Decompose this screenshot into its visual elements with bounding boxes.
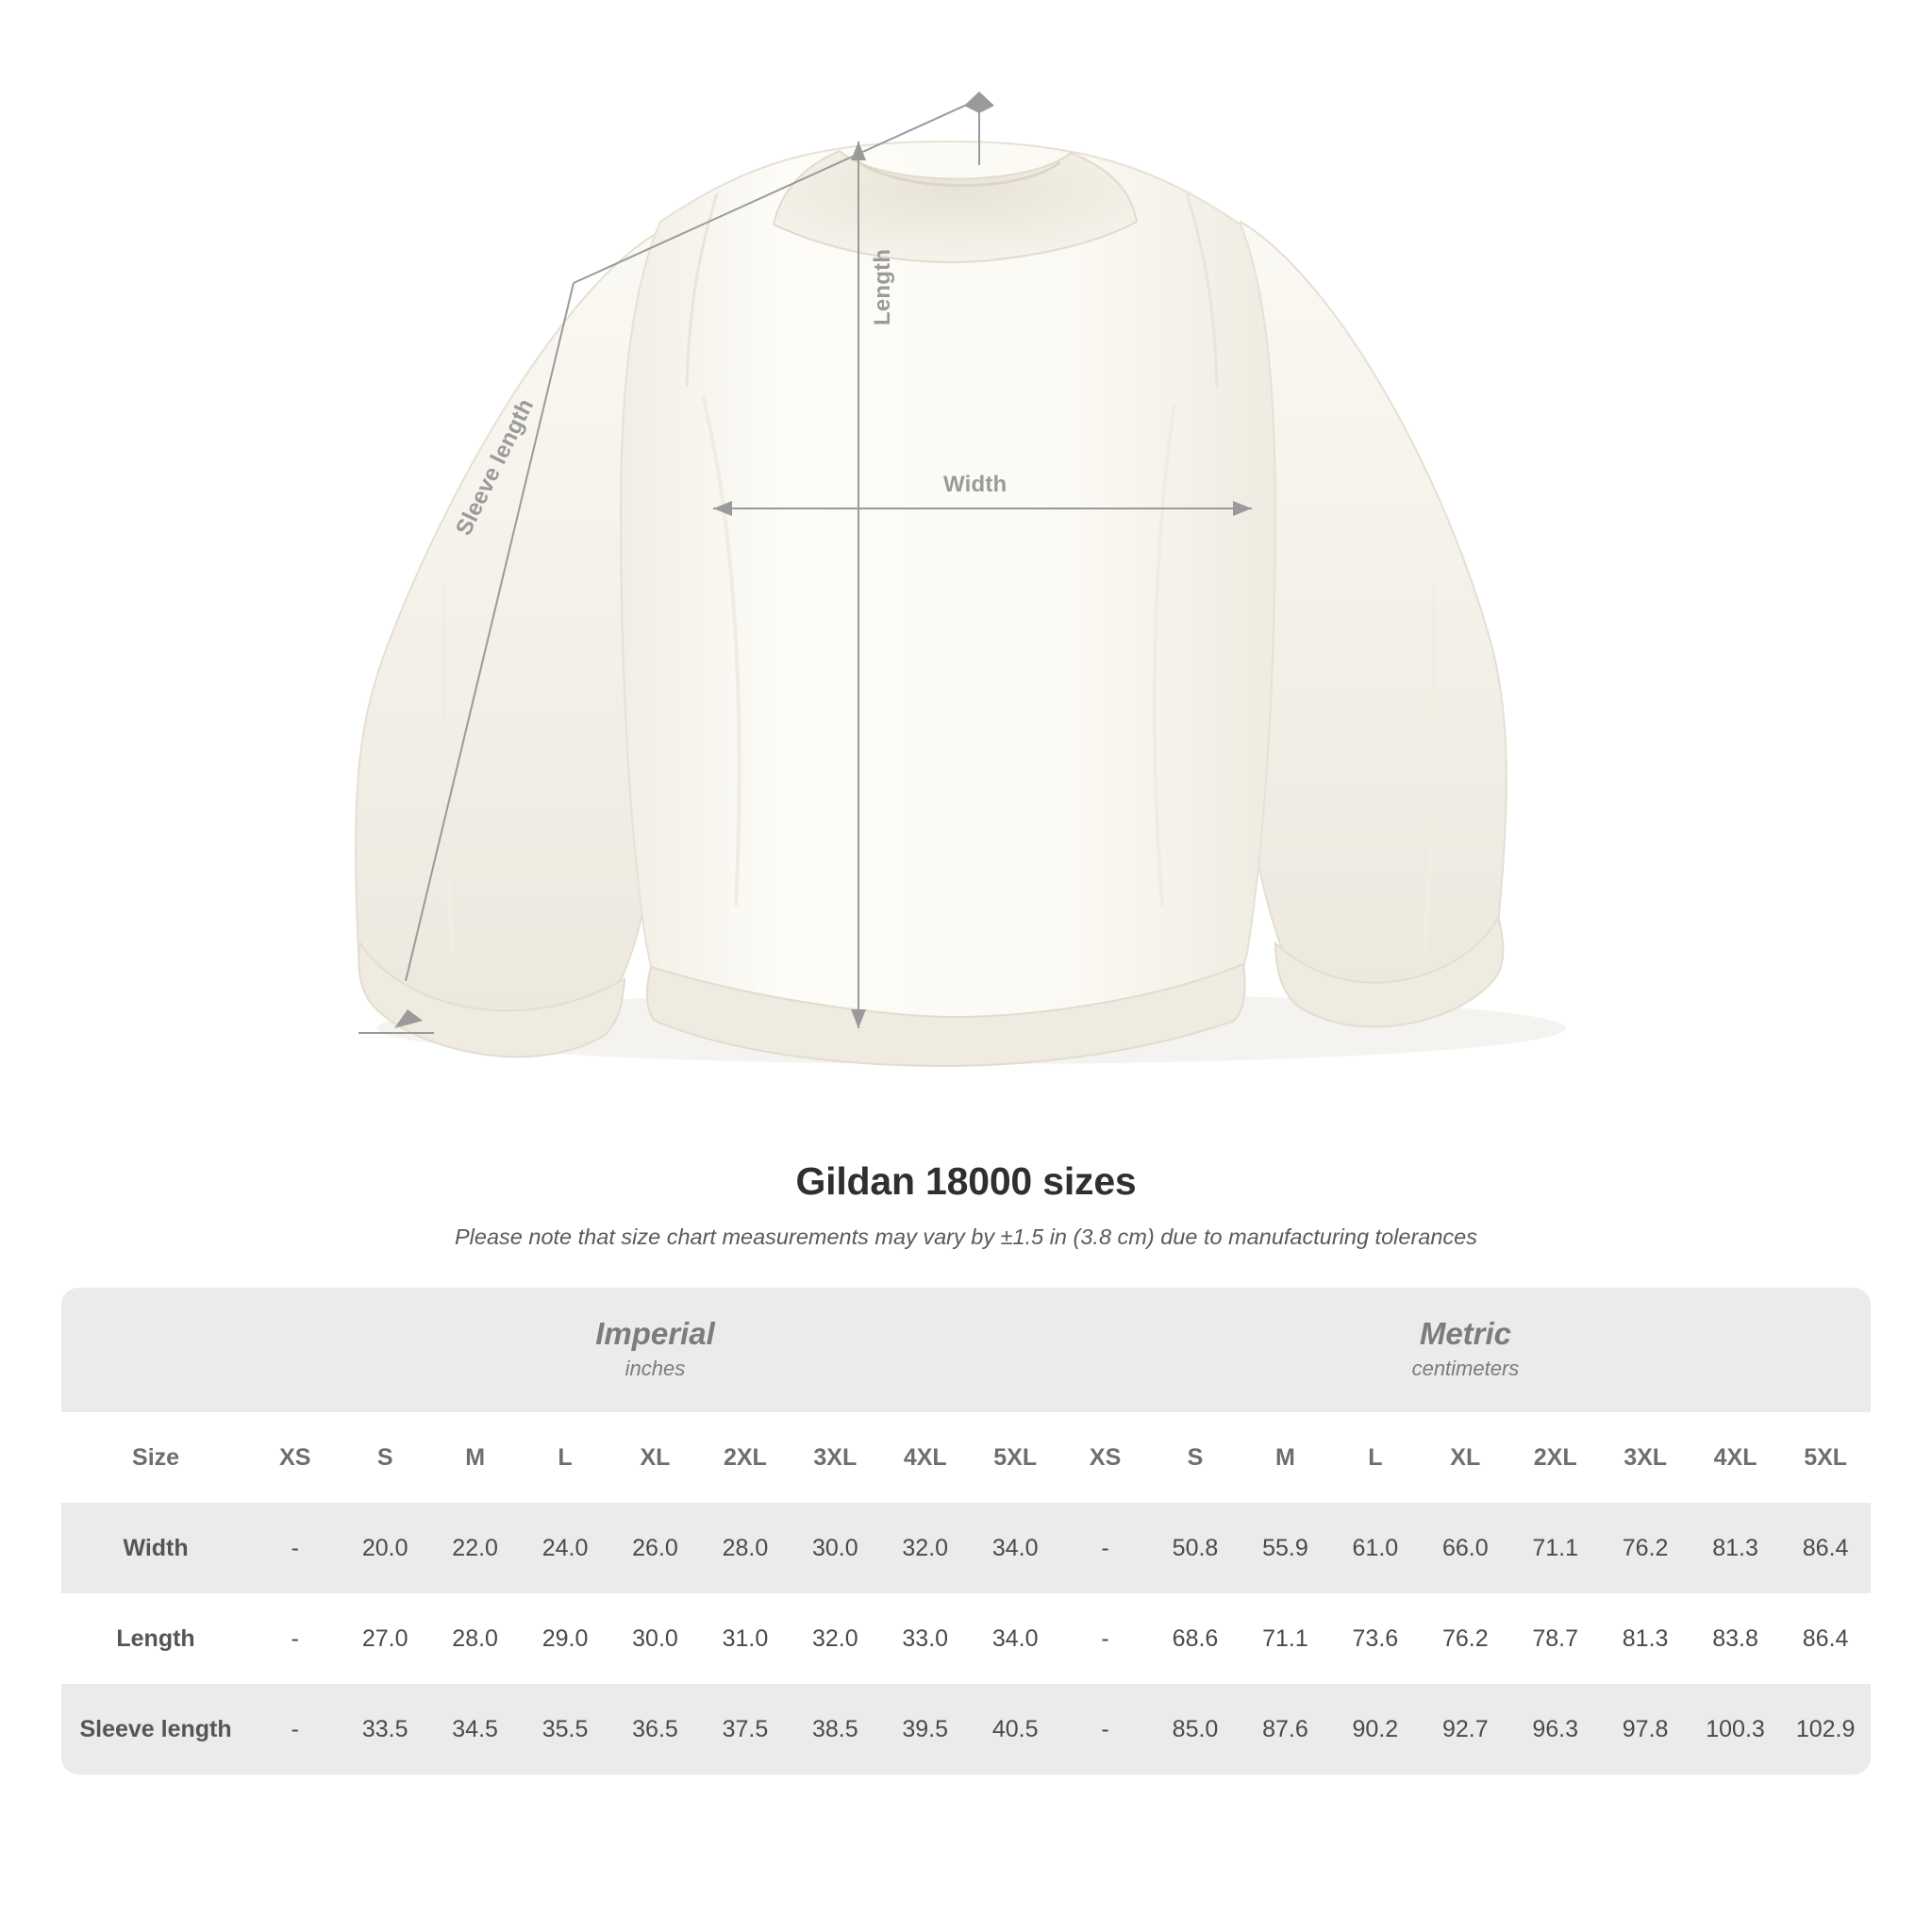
- measurement-cell: 22.0: [452, 1534, 498, 1561]
- measurement-cell: 81.3: [1622, 1624, 1669, 1652]
- size-header-cell: 4XL: [903, 1443, 947, 1471]
- unit-header-imperial: [250, 1288, 1060, 1412]
- measurement-cell: 20.0: [361, 1534, 408, 1561]
- measurement-cell: 96.3: [1532, 1715, 1579, 1742]
- size-header-cell: S: [376, 1443, 393, 1471]
- unit-header-metric: [1060, 1288, 1871, 1412]
- size-header-cell: L: [558, 1443, 573, 1471]
- length-guide-label: Length: [870, 248, 895, 325]
- size-header-cell: S: [1187, 1443, 1204, 1471]
- measurement-cell: 30.0: [811, 1534, 858, 1561]
- measurement-cell: 34.0: [991, 1534, 1039, 1561]
- measurement-cell: -: [291, 1534, 299, 1561]
- measurement-cell: 32.0: [811, 1624, 858, 1652]
- measurement-cell: 71.1: [1262, 1624, 1308, 1652]
- size-header-cell: XS: [1089, 1443, 1122, 1471]
- measurement-cell: 37.5: [722, 1715, 769, 1742]
- measurement-cell: 24.0: [541, 1534, 589, 1561]
- measurement-cell: 34.0: [991, 1624, 1039, 1652]
- size-header-label: Size: [132, 1443, 180, 1471]
- measurement-cell: 28.0: [452, 1624, 498, 1652]
- size-header-cell: L: [1368, 1443, 1383, 1471]
- size-header-row: [61, 1412, 1871, 1503]
- measurement-cell: 100.3: [1706, 1715, 1765, 1742]
- measurement-cell: 71.1: [1532, 1534, 1579, 1561]
- row-label: Length: [116, 1624, 195, 1652]
- size-header-cell: 4XL: [1713, 1443, 1757, 1471]
- measurement-cell: 86.4: [1802, 1534, 1849, 1561]
- measurement-cell: 26.0: [632, 1534, 678, 1561]
- size-header-cell: 5XL: [993, 1443, 1038, 1471]
- measurement-cell: 36.5: [632, 1715, 678, 1742]
- measurement-cell: 102.9: [1795, 1715, 1856, 1742]
- size-header-cell: 3XL: [1624, 1443, 1668, 1471]
- size-table: [61, 1288, 1871, 1774]
- measurement-cell: 85.0: [1172, 1715, 1219, 1742]
- unit-name-metric: Metric: [1419, 1316, 1512, 1352]
- measurement-cell: 87.6: [1262, 1715, 1308, 1742]
- measurement-cell: 35.5: [541, 1715, 589, 1742]
- size-header-cell: XL: [640, 1443, 671, 1471]
- measurement-cell: 33.5: [361, 1715, 408, 1742]
- measurement-cell: 68.6: [1172, 1624, 1219, 1652]
- measurement-cell: 34.5: [452, 1715, 498, 1742]
- measurement-cell: 33.0: [902, 1624, 949, 1652]
- row-label: Width: [123, 1534, 189, 1561]
- measurement-cell: 78.7: [1532, 1624, 1579, 1652]
- measurement-cell: 81.3: [1712, 1534, 1758, 1561]
- row-label: Sleeve length: [79, 1715, 232, 1742]
- measurement-cell: -: [1101, 1534, 1109, 1561]
- unit-header-row: [61, 1288, 1871, 1412]
- table-row: [61, 1593, 1871, 1684]
- measurement-cell: 31.0: [722, 1624, 769, 1652]
- measurement-cell: 32.0: [902, 1534, 949, 1561]
- size-header-cell: 2XL: [723, 1443, 767, 1471]
- table-row: [61, 1503, 1871, 1593]
- measurement-cell: 38.5: [811, 1715, 858, 1742]
- width-guide-label: Width: [943, 472, 1008, 497]
- measurement-cell: -: [1101, 1715, 1109, 1742]
- measurement-cell: 90.2: [1352, 1715, 1399, 1742]
- unit-sub-metric: centimeters: [1411, 1356, 1520, 1380]
- measurement-cell: 97.8: [1622, 1715, 1669, 1742]
- measurement-cell: 83.8: [1712, 1624, 1758, 1652]
- page-title: Gildan 18000 sizes: [795, 1159, 1137, 1203]
- size-header-cell: XL: [1450, 1443, 1481, 1471]
- sleeve-length-guide-label: Sleeve length: [451, 394, 540, 540]
- measurement-cell: 61.0: [1352, 1534, 1399, 1561]
- measurement-cell: -: [291, 1624, 299, 1652]
- measurement-cell: 28.0: [722, 1534, 769, 1561]
- size-table-container: [61, 1288, 1871, 1774]
- size-header-cell: 3XL: [813, 1443, 858, 1471]
- size-header-cell: M: [1275, 1443, 1295, 1471]
- unit-header-spacer: [61, 1288, 250, 1412]
- table-row: [61, 1684, 1871, 1774]
- unit-sub-imperial: inches: [625, 1356, 686, 1380]
- measurement-cell: 39.5: [902, 1715, 949, 1742]
- measurement-cell: 76.2: [1622, 1534, 1669, 1561]
- title-block: [0, 1159, 1932, 1250]
- size-header-cell: XS: [279, 1443, 311, 1471]
- size-header-cell: 5XL: [1804, 1443, 1848, 1471]
- measurement-cell: 92.7: [1441, 1715, 1489, 1742]
- measurement-cell: 76.2: [1441, 1624, 1489, 1652]
- size-header-cell: 2XL: [1533, 1443, 1577, 1471]
- measurement-cell: 40.5: [991, 1715, 1039, 1742]
- unit-name-imperial: Imperial: [595, 1316, 715, 1352]
- measurement-cell: 29.0: [541, 1624, 589, 1652]
- size-header-cell: M: [465, 1443, 486, 1471]
- tolerance-note: Please note that size chart measurements may vary by ±1.5 in (3.8 cm) due to manufacturing tolerances: [455, 1224, 1477, 1249]
- measurement-cell: 86.4: [1802, 1624, 1849, 1652]
- measurement-cell: -: [1101, 1624, 1109, 1652]
- measurement-cell: 55.9: [1262, 1534, 1308, 1561]
- measurement-cell: 73.6: [1352, 1624, 1399, 1652]
- measurement-cell: 66.0: [1441, 1534, 1489, 1561]
- measurement-cell: 30.0: [632, 1624, 678, 1652]
- measurement-cell: -: [291, 1715, 299, 1742]
- measurement-cell: 50.8: [1172, 1534, 1219, 1561]
- measurement-cell: 27.0: [361, 1624, 408, 1652]
